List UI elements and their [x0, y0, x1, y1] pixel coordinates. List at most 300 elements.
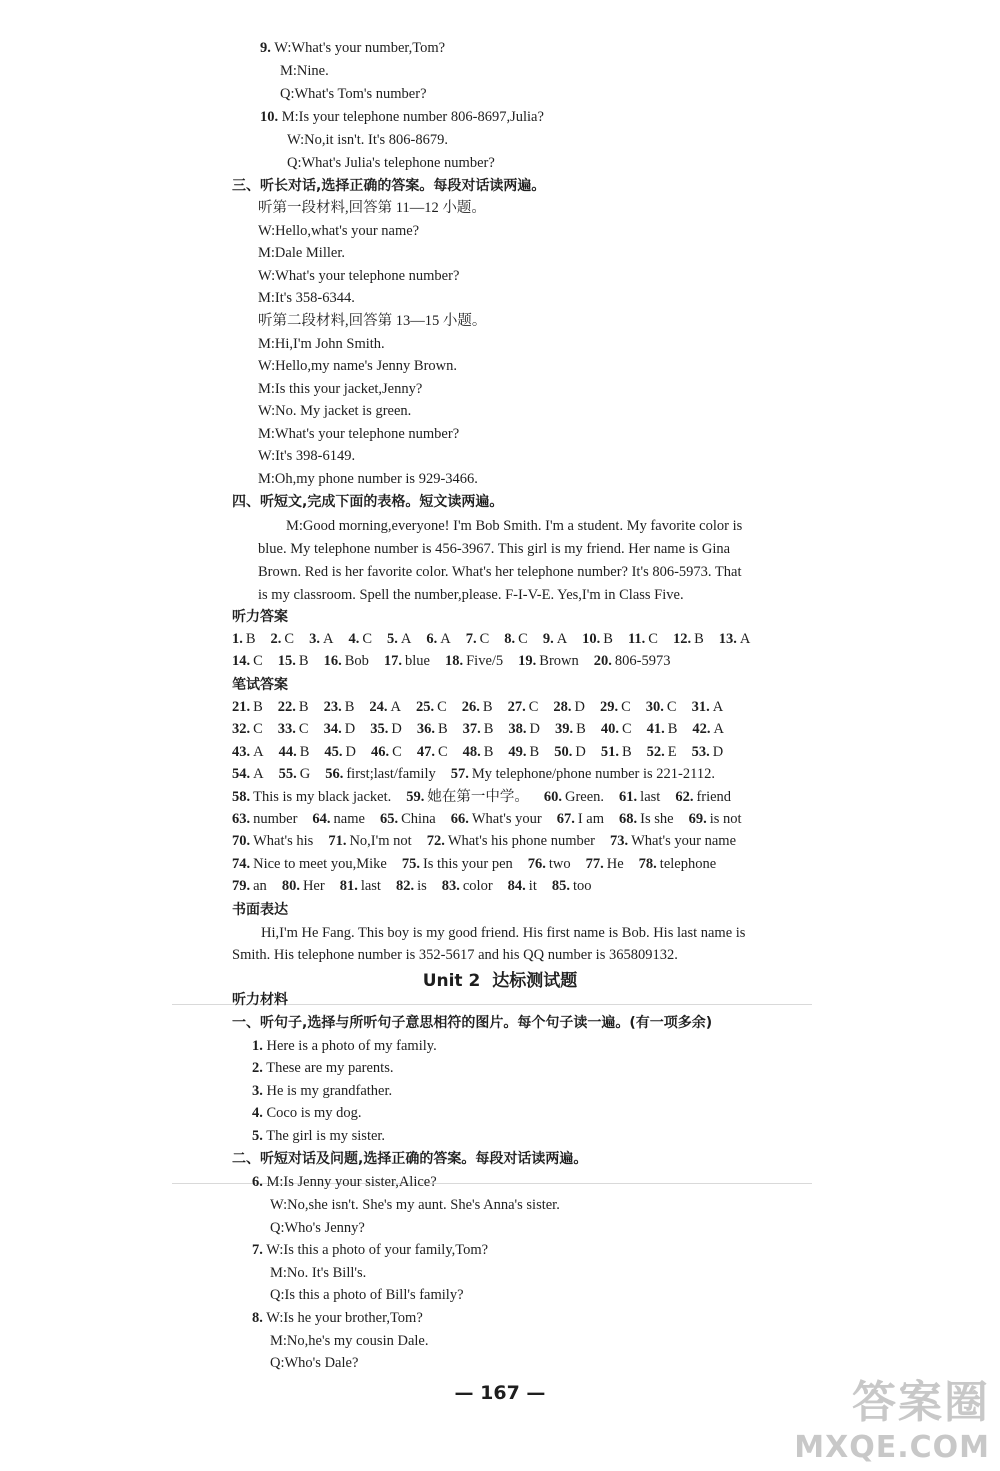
answer-value: Nice to meet you,Mike: [253, 856, 387, 872]
dialogue-9-line-2: M:Nine.: [280, 63, 329, 79]
written-answers-row: [232, 831, 751, 851]
listening-answers-row: [232, 629, 765, 649]
answer-item: [232, 764, 264, 784]
answer-value: B: [667, 721, 678, 737]
answer-value: A: [400, 631, 412, 647]
answer-number: 26.: [461, 699, 480, 715]
answer-value: D: [712, 744, 724, 760]
answer-item: [692, 697, 724, 717]
answer-value: G: [299, 766, 311, 782]
answer-item: [309, 629, 333, 649]
dialogue-6-question: Q:Who's Jenny?: [270, 1220, 365, 1236]
answer-item: [427, 831, 595, 851]
answer-item: [555, 719, 586, 739]
answer-item: [689, 809, 742, 829]
answer-item: [417, 742, 448, 762]
answer-item: [528, 854, 571, 874]
answer-item: [232, 854, 387, 874]
answer-number: 32.: [232, 721, 251, 737]
answer-value: China: [401, 811, 436, 827]
answer-item: [402, 854, 513, 874]
answer-value: C: [437, 744, 448, 760]
answer-value: C: [392, 744, 402, 760]
answer-number: 19.: [518, 653, 537, 669]
answer-item: [406, 787, 529, 807]
answer-number: 73.: [610, 833, 629, 849]
answer-item: [628, 629, 658, 649]
watermark-logo: [794, 1366, 990, 1465]
answer-value: I am: [577, 811, 604, 827]
answer-number: 51.: [600, 744, 619, 760]
answer-value: B: [482, 699, 493, 715]
answer-value: color: [462, 878, 493, 894]
answer-item: [369, 697, 401, 717]
answer-number: 7.: [465, 631, 477, 647]
answer-value: B: [253, 699, 263, 715]
dialogue-6-line-1: 6. M:Is Jenny your sister,Alice?: [252, 1174, 437, 1190]
answer-value: 806-5973: [614, 653, 671, 669]
answer-value: friend: [696, 789, 732, 805]
answer-number: 2.: [270, 631, 282, 647]
answer-number: 27.: [507, 699, 526, 715]
answer-value: A: [713, 721, 725, 737]
answer-value: blue: [405, 653, 430, 669]
answer-value: Five/5: [466, 653, 504, 669]
answer-item: [552, 876, 592, 896]
answer-value: C: [518, 631, 528, 647]
answer-number: 33.: [277, 721, 296, 737]
answer-value: No,I'm not: [349, 833, 412, 849]
answer-number: 11.: [627, 631, 646, 647]
answer-value: C: [479, 631, 490, 647]
section-3-line: M:Oh,my phone number is 929-3466.: [258, 471, 478, 487]
answer-number: 5.: [387, 631, 398, 647]
section-4-heading: 四、听短文,完成下面的表格。短文读两遍。: [232, 494, 504, 510]
answer-item: [544, 787, 604, 807]
answer-number: 81.: [339, 878, 358, 894]
answer-item: [232, 787, 391, 807]
answer-number: 42.: [692, 721, 711, 737]
answer-item: [543, 629, 567, 649]
answer-item: [692, 719, 724, 739]
answer-item: [647, 742, 677, 762]
answer-item: [278, 697, 309, 717]
answer-value: Her: [302, 878, 325, 894]
answer-value: C: [362, 631, 372, 647]
answer-number: 53.: [691, 744, 710, 760]
answer-number: 18.: [444, 653, 464, 669]
answer-value: D: [529, 721, 541, 737]
listening-answers-heading: 听力答案: [232, 609, 288, 625]
answer-number: 52.: [646, 744, 665, 760]
answer-number: 54.: [232, 766, 251, 782]
answer-number: 48.: [462, 744, 481, 760]
answer-value: Is she: [640, 811, 674, 827]
answer-item: [600, 697, 631, 717]
answer-number: 34.: [323, 721, 342, 737]
answer-item: [619, 809, 674, 829]
answer-value: C: [666, 699, 677, 715]
answer-value: number: [253, 811, 298, 827]
answer-value: is: [417, 878, 427, 894]
answer-number: 29.: [600, 699, 619, 715]
section-3-part1-intro: 听第一段材料,回答第 11—12 小题。: [258, 200, 486, 216]
answer-number: 1.: [232, 631, 243, 647]
answer-item: [594, 651, 671, 671]
answer-number: 56.: [325, 766, 344, 782]
sentence-item: 1. Here is a photo of my family.: [252, 1038, 437, 1054]
answer-number: 72.: [426, 833, 445, 849]
answer-number: 58.: [232, 789, 251, 805]
answer-value: A: [739, 631, 751, 647]
answer-number: 3.: [309, 631, 320, 647]
answer-item: [340, 876, 381, 896]
section-3-line: W:Hello,my name's Jenny Brown.: [258, 358, 457, 374]
written-answers-row: [232, 809, 757, 829]
answer-item: [370, 719, 402, 739]
passage-line: is my classroom. Spell the number,please. F-I-V-E. Yes,I'm in Class Five.: [258, 587, 684, 603]
answer-number: 64.: [312, 811, 331, 827]
answer-number: 80.: [281, 878, 300, 894]
answer-number: 44.: [278, 744, 297, 760]
dialogue-6-line-2: W:No,she isn't. She's my aunt. She's Anna's sister.: [270, 1197, 560, 1213]
answer-item: [325, 764, 436, 784]
answer-item: [232, 742, 264, 762]
answer-item: [508, 719, 540, 739]
answer-value: name: [333, 811, 365, 827]
dialogue-9-question: Q:What's Tom's number?: [280, 86, 427, 102]
written-answers-row: [232, 854, 731, 874]
answer-item: [417, 719, 448, 739]
answer-value: C: [253, 721, 263, 737]
answer-value: B: [344, 699, 355, 715]
answer-number: 84.: [507, 878, 526, 894]
answer-value: D: [344, 721, 356, 737]
answer-item: [328, 831, 411, 851]
answer-value: C: [284, 631, 295, 647]
sentence-item: 4. Coco is my dog.: [252, 1105, 362, 1121]
answer-number: 20.: [593, 653, 612, 669]
answer-value: first;last/family: [346, 766, 436, 782]
answer-item: [312, 809, 365, 829]
written-answers-heading: 笔试答案: [232, 677, 288, 693]
answer-value: E: [667, 744, 677, 760]
answer-number: 78.: [638, 856, 657, 872]
written-answers-row: [232, 742, 738, 762]
section-3-line: W:Hello,what's your name?: [258, 223, 420, 239]
answer-number: 37.: [462, 721, 481, 737]
answer-item: [508, 697, 539, 717]
passage-line: blue. My telephone number is 456-3967. This girl is my friend. Her name is Gina: [258, 541, 731, 557]
answer-item: [646, 697, 677, 717]
answer-item: [557, 809, 604, 829]
answer-number: 63.: [232, 811, 251, 827]
answer-value: is not: [709, 811, 742, 827]
answer-number: 60.: [543, 789, 562, 805]
answer-item: [554, 742, 586, 762]
answer-item: [445, 651, 503, 671]
listening-answers-row: [232, 651, 686, 671]
section-3-line: W:It's 398-6149.: [258, 448, 356, 464]
answer-value: Is this your pen: [422, 856, 513, 872]
answer-value: two: [548, 856, 571, 872]
answer-item: [232, 697, 263, 717]
section-3-line: M:It's 358-6344.: [258, 290, 355, 306]
answer-value: B: [603, 631, 613, 647]
answer-number: 22.: [277, 699, 296, 715]
answer-item: [619, 787, 660, 807]
answer-number: 59.: [406, 789, 425, 805]
sentence-item: 3. He is my grandfather.: [252, 1083, 393, 1099]
answer-item: [610, 831, 736, 851]
answer-value: Bob: [344, 653, 369, 669]
answer-number: 55.: [278, 766, 297, 782]
written-answers-row: [232, 876, 607, 896]
answer-item: [278, 719, 309, 739]
answer-number: 25.: [416, 699, 435, 715]
answer-item: [586, 854, 624, 874]
section-3-heading: 三、听长对话,选择正确的答案。每段对话读两遍。: [232, 178, 546, 194]
dialogue-7-question: Q:Is this a photo of Bill's family?: [270, 1287, 464, 1303]
answer-value: He: [606, 856, 624, 872]
answer-number: 66.: [450, 811, 469, 827]
answer-number: 31.: [691, 699, 710, 715]
answer-value: A: [440, 631, 451, 647]
answer-number: 82.: [395, 878, 415, 894]
answer-number: 30.: [645, 699, 664, 715]
answer-value: D: [575, 744, 586, 760]
dialogue-8-line-1: 8. W:Is he your brother,Tom?: [252, 1310, 423, 1326]
answer-value: A: [390, 699, 401, 715]
answer-number: 14.: [232, 653, 251, 669]
answer-number: 85.: [551, 878, 570, 894]
written-answers-row: [232, 764, 730, 784]
answer-value: B: [298, 653, 309, 669]
answer-number: 4.: [348, 631, 360, 647]
answer-item: [279, 742, 310, 762]
answer-item: [442, 876, 493, 896]
answer-number: 17.: [383, 653, 403, 669]
answer-item: [396, 876, 427, 896]
answer-value: Green.: [565, 789, 605, 805]
answer-item: [508, 876, 537, 896]
answer-item: [348, 629, 372, 649]
answer-item: [466, 629, 490, 649]
answer-item: [719, 629, 751, 649]
answer-number: 15.: [277, 653, 296, 669]
answer-value: C: [528, 699, 539, 715]
writing-heading: 书面表达: [232, 902, 288, 918]
sentence-item: 2. These are my parents.: [252, 1060, 394, 1076]
answer-number: 38.: [508, 721, 527, 737]
unit2-section-1-heading: 一、听句子,选择与所听句子意思相符的图片。每个句子读一遍。(有一项多余): [232, 1015, 713, 1031]
answer-value: B: [694, 631, 704, 647]
answer-number: 49.: [508, 744, 527, 760]
answer-value: What's your name: [631, 833, 737, 849]
answer-value: B: [245, 631, 256, 647]
answer-item: [324, 719, 356, 739]
answer-item: [232, 831, 313, 851]
answer-number: 65.: [379, 811, 399, 827]
answer-item: [463, 742, 494, 762]
answer-number: 39.: [555, 721, 574, 737]
answer-number: 50.: [554, 744, 573, 760]
answer-value: C: [648, 631, 658, 647]
answer-value: C: [621, 721, 632, 737]
answer-item: [462, 697, 493, 717]
answer-value: B: [483, 721, 494, 737]
answer-value: B: [483, 744, 494, 760]
answer-number: 46.: [371, 744, 390, 760]
answer-item: [504, 629, 528, 649]
answer-number: 16.: [323, 653, 342, 669]
answer-value: 她在第一中学。: [427, 789, 529, 805]
answer-value: telephone: [659, 856, 717, 872]
section-3-part2-intro: 听第二段材料,回答第 13—15 小题。: [258, 313, 487, 329]
written-answers-row: [232, 787, 746, 807]
unit-2-title: Unit 2 达标测试题: [422, 971, 578, 991]
answer-value: D: [345, 744, 357, 760]
answer-value: an: [253, 878, 267, 894]
listening-materials-heading: 听力材料: [232, 992, 288, 1008]
answer-item: [675, 787, 731, 807]
answer-value: A: [556, 631, 568, 647]
answer-number: 35.: [370, 721, 389, 737]
answer-value: D: [574, 699, 585, 715]
answer-value: A: [253, 766, 264, 782]
answer-value: A: [322, 631, 334, 647]
written-answers-row: [232, 697, 738, 717]
answer-number: 28.: [553, 699, 572, 715]
answer-item: [673, 629, 704, 649]
answer-item: [518, 651, 579, 671]
answer-item: [601, 719, 632, 739]
answer-number: 21.: [232, 699, 251, 715]
dialogue-7-line-1: 7. W:Is this a photo of your family,Tom?: [252, 1242, 489, 1258]
answer-number: 13.: [718, 631, 737, 647]
answer-value: too: [572, 878, 592, 894]
answer-item: [324, 742, 356, 762]
answer-number: 8.: [504, 631, 516, 647]
answer-number: 6.: [426, 631, 438, 647]
written-answers-row: [232, 719, 739, 739]
answer-number: 69.: [688, 811, 707, 827]
answer-value: C: [253, 653, 263, 669]
answer-value: B: [437, 721, 448, 737]
answer-number: 75.: [401, 856, 420, 872]
answer-item: [282, 876, 325, 896]
answer-item: [271, 629, 295, 649]
answer-item: [232, 809, 297, 829]
answer-item: [232, 719, 263, 739]
answer-number: 71.: [328, 833, 347, 849]
answer-item: [639, 854, 717, 874]
answer-item: [324, 651, 369, 671]
dialogue-8-line-2: M:No,he's my cousin Dale.: [270, 1333, 429, 1349]
answer-value: B: [621, 744, 632, 760]
answer-value: What's his: [253, 833, 314, 849]
answer-number: 24.: [369, 699, 388, 715]
answer-value: C: [437, 699, 447, 715]
answer-value: B: [529, 744, 540, 760]
section-3-line: W:What's your telephone number?: [258, 268, 460, 284]
answer-number: 47.: [416, 744, 435, 760]
watermark-url: MXQE.COM: [794, 1430, 990, 1465]
answer-item: [647, 719, 678, 739]
answer-item: [508, 742, 539, 762]
answer-item: [387, 629, 411, 649]
answer-value: last: [360, 878, 381, 894]
section-3-line: M:Hi,I'm John Smith.: [258, 336, 385, 352]
answer-item: [232, 876, 267, 896]
answer-value: What's his phone number: [447, 833, 595, 849]
answer-number: 68.: [619, 811, 638, 827]
answer-number: 36.: [416, 721, 435, 737]
sentence-item: 5. The girl is my sister.: [252, 1128, 386, 1144]
answer-number: 83.: [441, 878, 460, 894]
answer-number: 77.: [585, 856, 604, 872]
answer-item: [416, 697, 447, 717]
unit2-section-2-heading: 二、听短对话及问题,选择正确的答案。每段对话读两遍。: [232, 1151, 588, 1167]
answer-item: [232, 629, 256, 649]
answer-value: B: [576, 721, 586, 737]
answer-item: [451, 764, 715, 784]
section-3-line: W:No. My jacket is green.: [258, 403, 412, 419]
answer-number: 12.: [672, 631, 692, 647]
answer-value: C: [621, 699, 631, 715]
answer-value: A: [253, 744, 264, 760]
answer-value: Brown: [539, 653, 579, 669]
answer-value: A: [712, 699, 724, 715]
answer-number: 74.: [232, 856, 251, 872]
section-3-line: M:Dale Miller.: [258, 245, 345, 261]
answer-value: This is my black jacket.: [253, 789, 392, 805]
answer-item: [384, 651, 430, 671]
answer-item: [451, 809, 542, 829]
section-3-line: M:What's your telephone number?: [258, 426, 460, 442]
answer-item: [426, 629, 450, 649]
answer-number: 62.: [675, 789, 694, 805]
watermark-text: 答案圈: [852, 1377, 990, 1428]
dialogue-10-question: Q:What's Julia's telephone number?: [287, 155, 495, 171]
passage-line: Brown. Red is her favorite color. What's her telephone number? It's 806-5973. That: [258, 564, 742, 580]
answer-value: C: [298, 721, 309, 737]
dialogue-10-line-1: 10. M:Is your telephone number 806-8697,Julia?: [260, 109, 544, 125]
answer-value: My telephone/phone number is 221-2112.: [471, 766, 715, 782]
answer-number: 61.: [619, 789, 638, 805]
answer-number: 43.: [232, 744, 251, 760]
answer-number: 57.: [450, 766, 469, 782]
section-3-line: M:Is this your jacket,Jenny?: [258, 381, 423, 397]
answer-item: [601, 742, 632, 762]
answer-item: [232, 651, 263, 671]
dialogue-10-line-2: W:No,it isn't. It's 806-8679.: [287, 132, 448, 148]
dialogue-8-question: Q:Who's Dale?: [270, 1355, 359, 1371]
answer-number: 45.: [324, 744, 343, 760]
answer-number: 41.: [646, 721, 665, 737]
answer-number: 10.: [582, 631, 601, 647]
answer-item: [324, 697, 355, 717]
dialogue-9-line-1: 9. W:What's your number,Tom?: [260, 40, 446, 56]
answer-number: 9.: [542, 631, 554, 647]
answer-item: [692, 742, 724, 762]
writing-line: Hi,I'm He Fang. This boy is my good friend. His first name is Bob. His last name is: [261, 925, 746, 941]
answer-number: 79.: [232, 878, 251, 894]
answer-item: [380, 809, 436, 829]
answer-value: it: [528, 878, 537, 894]
answer-value: B: [299, 744, 310, 760]
answer-number: 70.: [232, 833, 251, 849]
